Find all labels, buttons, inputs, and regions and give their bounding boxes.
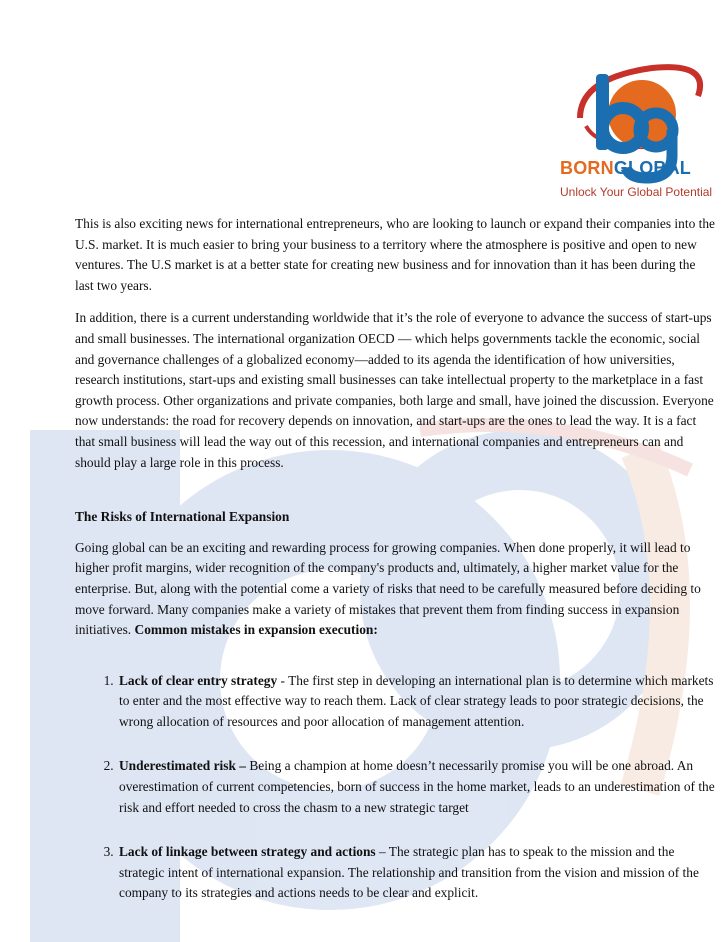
risks-body-text: Going global can be an exciting and rewarding process for growing companies. When done properly, it will lead to higher profit margins, wider recognition of the company's products and, ultimately, a higher market value for the enterprise. But, along with the potential come a variety of risks that need to be carefully measured before deciding to move forward. Many companies make a variety of mistakes that prevent them from finding success in expansion initiatives. <box>75 539 701 638</box>
brand-name-global: GLOBAL <box>613 158 692 178</box>
list-item-text: Being a champion at home doesn’t necessarily promise you will be one abroad. An overestimation of current competencies, born of success in the home market, leads to an underestimation of the risk and effort needed to cross the chasm to a new strategic target <box>119 758 715 815</box>
brand-name <box>560 158 720 179</box>
intro-paragraph-1: This is also exciting news for international entrepreneurs, who are looking to launch or expand their companies into the U.S. market. It is much easier to bring your business to a territory where the atmosphere is positive and open to new ventures. The U.S market is at a better state for creating new business and for innovation than it has been during the last two years. <box>75 216 715 293</box>
list-item <box>117 842 715 904</box>
list-item-title: Lack of clear entry strategy <box>119 672 278 688</box>
brand-name-born: BORN <box>560 158 614 178</box>
document-body <box>75 214 715 928</box>
intro-paragraph-2: In addition, there is a current understanding worldwide that it’s the role of everyone to advance the success of start-ups and small businesses. The international organization OECD — which helps governments tackle the economic, social and governance challenges of a globalized economy—added to its agenda the identification of how universities, research institutions, start-ups and existing small businesses can take intellectual property to the marketplace in a fast growth process. Other organizations and private companies, both large and small, have joined the discussion. Everyone now understands: the road for recovery depends on innovation, and start-ups are the ones to lead the way. It is a fact that small business will lead the way out of this recession, and international companies and entrepreneurs can and should play a large role in this process. <box>75 310 714 470</box>
list-item-title: Lack of linkage between strategy and actions <box>119 844 376 860</box>
section-title: The Risks of International Expansion <box>75 509 290 525</box>
list-item <box>117 756 715 818</box>
brand-block <box>560 158 720 199</box>
mistakes-list <box>75 671 715 904</box>
list-item-text: - The first step in developing an international plan is to determine which markets to enter and the most effective way to reach them. Lack of clear strategy leads to poor strategic decisions, the wrong allocation of resources and poor allocation of management attention. <box>119 672 714 729</box>
risks-emphasis: Common mistakes in expansion execution: <box>134 622 378 638</box>
risks-paragraph <box>75 538 715 641</box>
brand-tagline: Unlock Your Global Potential <box>560 185 713 199</box>
list-item-title: Underestimated risk – <box>119 758 246 774</box>
list-item-text: – The strategic plan has to speak to the mission and the strategic intent of international expansion. The relationship and transition from the vision and mission of the company to its strategies and actions needs to be clear and explicit. <box>119 844 699 901</box>
list-item <box>117 671 715 733</box>
